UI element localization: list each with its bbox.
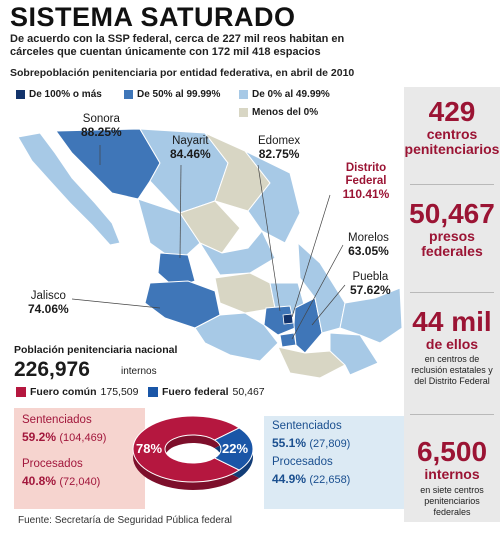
- federal-sentenciados-value: 55.1% (27,809): [272, 436, 351, 450]
- stat-note: en siete centros penitenciarios federales: [420, 485, 484, 517]
- population-total: 226,976: [14, 358, 90, 381]
- stat-6500: [404, 437, 500, 518]
- stat-presos-federales: [404, 199, 500, 259]
- stat-44-mil: [404, 307, 500, 387]
- fuero-federal-legend: [148, 386, 265, 398]
- legend-value: 175,509: [100, 386, 139, 398]
- stat-centros: [404, 97, 500, 157]
- state-label-morelos: Morelos 63.05%: [348, 232, 389, 258]
- stat-label: de ellos: [425, 336, 479, 352]
- legend-swatch: [239, 90, 248, 99]
- stat-note: en centros de reclusión estatales y del Distrito Federal: [411, 354, 493, 386]
- stat-number: 429: [428, 96, 476, 127]
- divider: [410, 292, 494, 293]
- comun-sentenciados-value: 59.2% (104,469): [22, 430, 107, 444]
- donut-label-fuero-federal: 22%: [221, 441, 249, 456]
- legend-swatch: [124, 90, 133, 99]
- stat-label: federales: [421, 243, 483, 259]
- legend-swatch: [16, 90, 25, 99]
- legend-label: Fuero federal: [162, 386, 229, 398]
- legend-item-100: [16, 89, 102, 100]
- legend-label: Fuero común: [30, 386, 97, 398]
- legend-item-0: [239, 89, 330, 100]
- subtitle: De acuerdo con la SSP federal, cerca de 227 mil reos habitan en cárceles que cuentan únicamente con 172 mil 418 espacios: [10, 33, 345, 58]
- page-title: SISTEMA SATURADO: [10, 2, 296, 32]
- stat-number: 50,467: [409, 198, 495, 229]
- stats-panel: [404, 87, 500, 522]
- population-unit: internos: [121, 366, 157, 377]
- state-label-jalisco: Jalisco 74.06%: [28, 290, 69, 316]
- map-title: Sobrepoblación penitenciaria por entidad federativa, en abril de 2010: [10, 67, 355, 79]
- legend-label: De 50% al 99.99%: [137, 89, 221, 100]
- state-label-nayarit: Nayarit 84.46%: [170, 135, 211, 161]
- legend-label: Menos del 0%: [252, 107, 319, 118]
- federal-sentenciados-label: Sentenciados: [272, 420, 342, 432]
- stat-label: internos: [424, 466, 480, 482]
- divider: [410, 184, 494, 185]
- donut-label-fuero-comun: 78%: [135, 441, 163, 456]
- comun-procesados-value: 40.8% (72,040): [22, 474, 101, 488]
- state-morelos: [280, 333, 296, 347]
- state-label-sonora: Sonora 88.25%: [81, 113, 122, 139]
- stat-number: 44 mil: [412, 306, 492, 337]
- stat-label: centros penitenciarios: [404, 126, 500, 157]
- legend-item-50: [124, 89, 220, 100]
- fuero-comun-legend: [16, 386, 138, 398]
- comun-sentenciados-label: Sentenciados: [22, 414, 92, 426]
- fuero-donut-chart: [118, 407, 268, 499]
- legend-label: De 100% o más: [29, 89, 102, 100]
- legend-swatch: [16, 387, 26, 397]
- population-title: Población penitenciaria nacional: [14, 344, 178, 356]
- state-label-df: Distrito Federal 110.41%: [342, 162, 390, 201]
- comun-procesados-label: Procesados: [22, 458, 83, 470]
- divider: [410, 414, 494, 415]
- legend-value: 50,467: [232, 386, 265, 398]
- state-label-puebla: Puebla 57.62%: [350, 271, 391, 297]
- source-note: Fuente: Secretaría de Seguridad Pública federal: [18, 515, 233, 526]
- legend-label: De 0% al 49.99%: [252, 89, 330, 100]
- state-label-edomex: Edomex 82.75%: [258, 135, 301, 161]
- legend-swatch: [148, 387, 158, 397]
- state-df: [283, 314, 293, 324]
- federal-procesados-value: 44.9% (22,658): [272, 472, 351, 486]
- stat-label: presos: [429, 228, 475, 244]
- stat-number: 6,500: [416, 436, 488, 467]
- federal-procesados-label: Procesados: [272, 456, 333, 468]
